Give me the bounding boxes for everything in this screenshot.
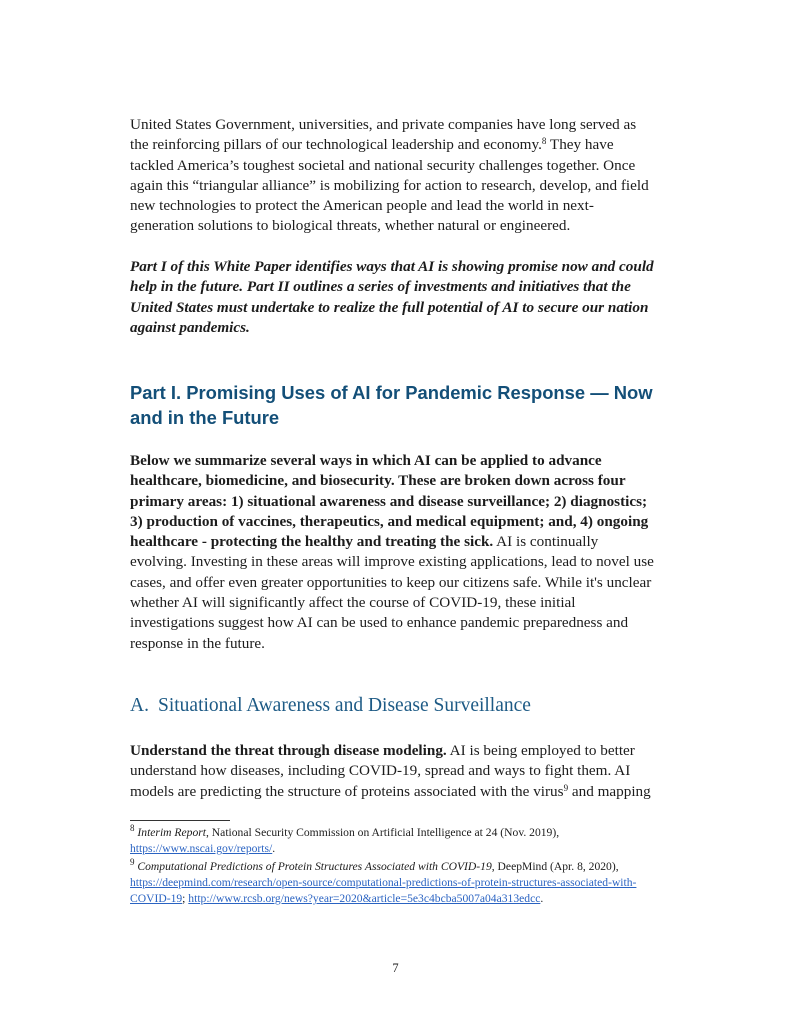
part1-rest: AI is continually evolving. Investing in these areas will improve existing applications, lead to novel use cases, and offer even greater opportunities to keep our citizens safe. While it's unclear whether AI will significantly affect the course of COVID-19, these initial investigations suggest how AI can be used to enhance pandemic preparedness and response in the future. [130,533,654,652]
section-a-text: AI is being employed to better understand how diseases, including COVID-19, spread and ways to fight them. AI models are predicting the structure of proteins associated with the virus [130,742,635,800]
footnote-8 [130,825,657,857]
intro-paragraph-2 [130,257,657,338]
section-a-bold-lead: Understand the threat through disease modeling. [130,742,447,759]
footnote-9-link-deepmind[interactable]: https://deepmind.com/research/open-source/computational-predictions-of-protein-structures-associated-with-COVID-19 [130,876,637,905]
section-a-letter: A. [130,695,149,716]
page-number: 7 [392,961,399,975]
footnote-ref-8[interactable]: 8 [541,136,547,147]
footnote-9-num: 9 [130,857,135,867]
footnote-8-num: 8 [130,823,135,833]
white-paper-overview: Part I of this White Paper identifies ways that AI is showing promise now and could help in the future. Part II outlines a series of investments and initiatives that the United States must undertake to realize the full potential of AI to secure our nation against pandemics. [130,258,654,336]
part1-heading-block [130,380,660,430]
footnote-8-title: Interim Report [137,826,206,839]
footnote-8-after: . [272,842,276,855]
footnote-9-title: Computational Predictions of Protein Structures Associated with COVID-19 [137,860,492,873]
footnote-9-after: . [540,892,544,905]
intro-text-tail: They have tackled America’s toughest societal and national security challenges together. Once again this “triangular alliance” is mobilizing for action to research, develop, and field new technologies to protect the American people and lead the world in next-generation solutions to biological threats, whether natural or engineered. [130,136,649,235]
section-a-title: Situational Awareness and Disease Surveillance [158,695,531,716]
intro-text: United States Government, universities, and private companies have long served as the reinforcing pillars of our technological leadership and economy. [130,116,637,154]
section-a-heading-block [130,694,657,718]
part1-heading: Part I. Promising Uses of AI for Pandemic Response — Now and in the Future [130,382,653,428]
part1-bold-lead: Below we summarize several ways in which AI can be applied to advance healthcare, biomedicine, and biosecurity. These are broken down across four primary areas: 1) situational awareness and disease surveillance; 2) diagnostics; 3) production of vaccines, therapeutics, and medical equipment; and, 4) ongoing healthcare - protecting the healthy and treating the sick. [130,452,649,551]
section-a-paragraph [130,741,657,802]
footnote-9-text: , DeepMind (Apr. 8, 2020), [491,860,619,873]
footnote-divider [130,820,230,821]
footnote-8-text: , National Security Commission on Artificial Intelligence at 24 (Nov. 2019), [206,826,560,839]
footnotes [130,825,657,907]
footnote-9-mid: ; [182,892,189,905]
footnote-8-link[interactable]: https://www.nscai.gov/reports/ [130,842,273,855]
intro-paragraph-1 [130,115,657,237]
part1-paragraph [130,451,657,654]
footnote-ref-9[interactable]: 9 [563,782,569,793]
footnote-9 [130,859,657,907]
footnote-9-link-rcsb[interactable]: http://www.rcsb.org/news?year=2020&article=5e3c4bcba5007a04a313edcc [188,892,541,905]
section-a-tail: and mapping [568,782,651,800]
